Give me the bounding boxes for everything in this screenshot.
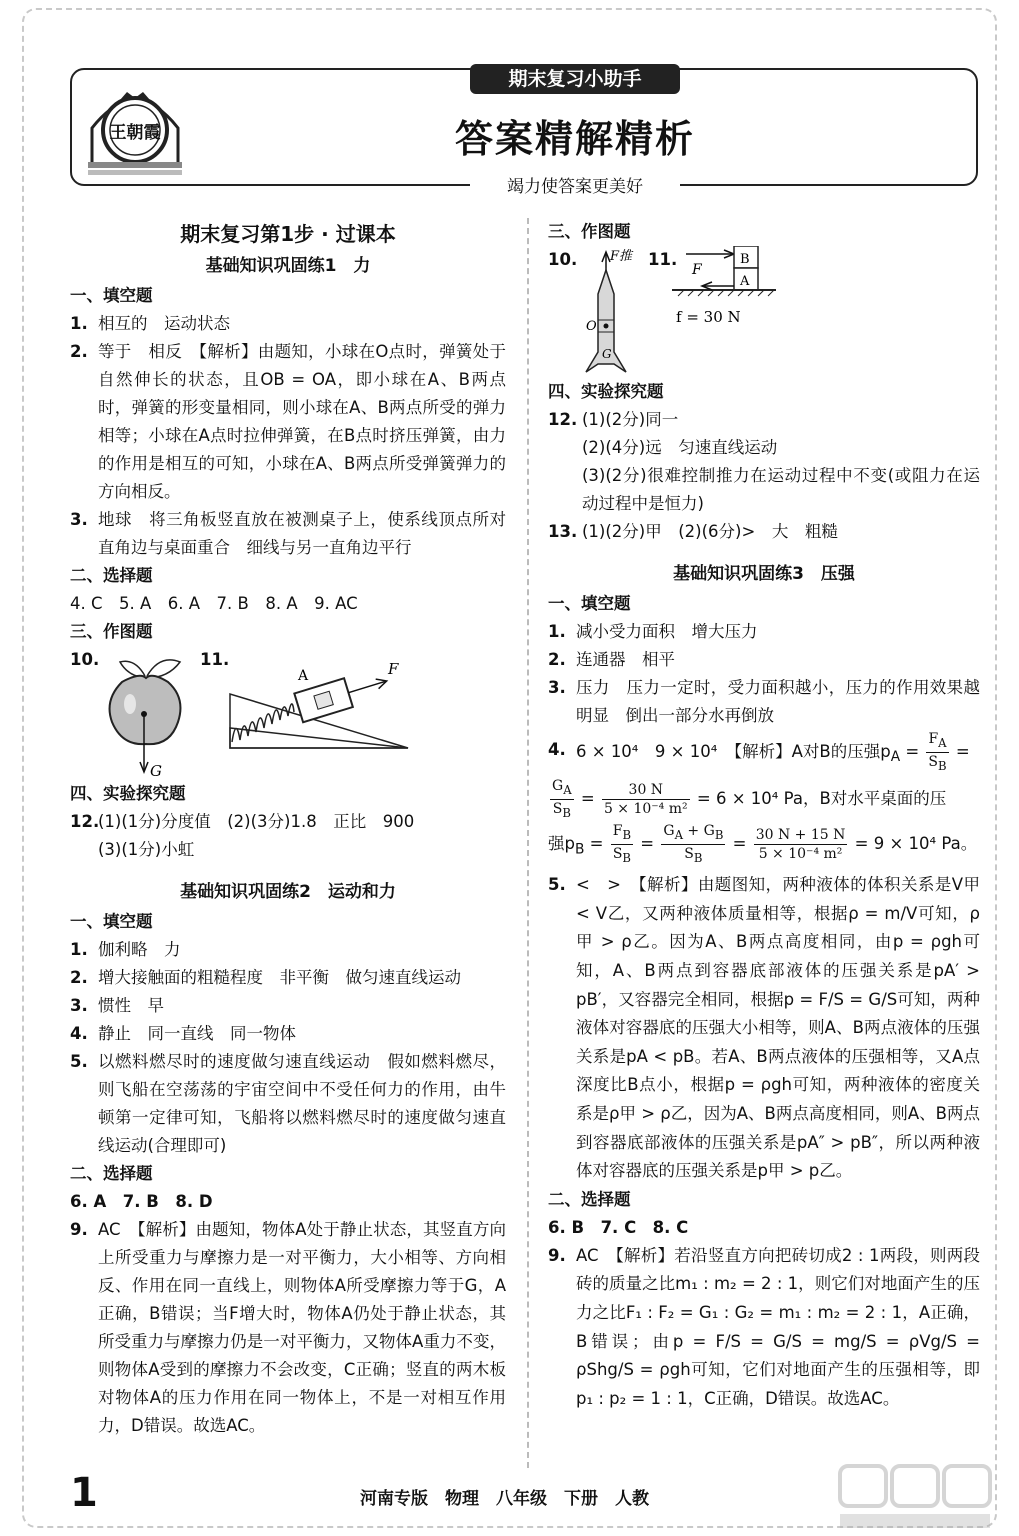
list-item	[70, 808, 506, 836]
fraction: $\frac{G_A}{S_B}$	[552, 778, 572, 820]
header-slogan: 竭力使答案更美好	[470, 172, 680, 197]
item-number: 1.	[548, 622, 566, 641]
logo-text: 王朝霞	[109, 123, 161, 143]
subscript: B	[693, 850, 703, 865]
apple-figure	[100, 648, 190, 778]
choice-answers: 6. B 7. C 8. C	[548, 1217, 689, 1237]
watermark-logo	[836, 1462, 996, 1532]
chapter-title: 期末复习第1步 · 过课本	[180, 222, 396, 246]
list-item	[70, 338, 506, 506]
subscript: B	[622, 850, 631, 865]
fraction	[754, 826, 848, 863]
item-number: 3.	[70, 996, 88, 1015]
list-item: 4. 6 × 10⁴ 9 × 10⁴ 【解析】A对B的压强$p_A$ = $\frac{F_A}{S_B}$ =	[548, 731, 970, 773]
item-number: 12.	[548, 410, 578, 429]
list-item	[548, 434, 980, 462]
item-number: 1.	[70, 314, 88, 333]
unit1-title: 基础知识巩固练1 力	[205, 256, 371, 276]
right-column	[548, 218, 980, 1413]
list-item	[70, 1216, 506, 1440]
item-text: 地球 将三角板竖直放在被测桌子上，使系线顶点所对直角边与桌面重合 细线与另一直角边平行	[98, 510, 506, 557]
list-item	[548, 618, 980, 646]
blocks-figure	[672, 246, 782, 346]
force-label-f: F	[692, 262, 702, 278]
equation-tail: = 6 × 10⁴ Pa，B对水平桌面的压	[691, 789, 947, 809]
item-text: 增大接触面的粗糙程度 非平衡 做匀速直线运动	[98, 968, 461, 987]
item-number: 4.	[70, 1024, 88, 1043]
section-heading: 二、选择题	[548, 1189, 631, 1209]
equation-line	[548, 777, 980, 822]
item-number: 3.	[548, 678, 566, 697]
fraction	[602, 781, 690, 818]
section-heading: 四、实验探究题	[70, 784, 186, 803]
point-label-o: O	[586, 319, 597, 334]
item-text: 连通器 相平	[576, 650, 675, 669]
item-text: AC 【解析】若沿竖直方向把砖切成2 : 1两段，则两段砖的质量之比m₁ : m₂ = 2 : 1，则它们对地面产生的压力之比F₁ : F₂ = G₁ : G₂ = m₁ : m₂ = 2 : 1，A正确，B错误；由p = F/S = G/S = mg/S = ρVg/S = ρShg/S = ρgh可知，它们对地面产生的压强相等，即p₁ : p₂ = 1 : 1，C正确，D错误。故选AC。	[576, 1245, 980, 1408]
section-heading: 二、选择题	[70, 1164, 153, 1183]
incline-figure	[228, 646, 428, 756]
frac-num: F	[928, 731, 939, 747]
brand-logo	[80, 78, 190, 178]
item-text: 伽利略 力	[98, 940, 181, 959]
subscript: B	[574, 841, 585, 858]
section-heading: 一、填空题	[70, 286, 153, 305]
item-number: 5.	[548, 875, 566, 895]
friction-label: f = 30 N	[676, 308, 741, 326]
unit3-title: 基础知识巩固练3 压强	[673, 564, 855, 584]
item-text: 减小受力面积 增大压力	[576, 622, 758, 641]
list-item	[548, 1242, 980, 1414]
force-label-push: F推	[610, 249, 633, 264]
equals: =	[900, 741, 925, 761]
list-item	[70, 936, 506, 964]
list-item	[70, 1048, 506, 1160]
fraction: $\frac{F_B}{S_B}$	[612, 823, 632, 865]
item-number: 5.	[70, 1052, 88, 1071]
item-text: (3)(1分)小虹	[98, 840, 195, 859]
frac-num: 30 N	[602, 781, 690, 800]
item-number: 13.	[548, 522, 578, 541]
item-number: 9.	[70, 1220, 88, 1239]
frac-den: 5 × 10⁻⁴ m²	[603, 801, 688, 818]
list-item	[548, 406, 980, 434]
list-item	[70, 506, 506, 562]
footer-info: 河南专版 物理 八年级 下册 人教	[360, 1489, 649, 1509]
left-column	[70, 218, 506, 1440]
fraction	[926, 730, 948, 775]
block-label-b: B	[740, 252, 750, 267]
frac-den: S	[928, 753, 939, 770]
rocket-figure	[582, 246, 642, 376]
choice-answers: 6. A 7. B 8. D	[70, 1192, 213, 1211]
list-item	[548, 462, 980, 518]
equation-line: 强$p_B$ = $\frac{F_B}{S_B}$ = $\frac{G_A + G_B}{S_B}$ = $\frac{30 N + 15 N}{\text{5 × 10⁻⁴ m²}}$ = 9 × 10⁴ Pa。	[548, 823, 978, 865]
section-heading: 三、作图题	[548, 222, 631, 241]
item-number: 4.	[548, 740, 566, 759]
item-text: < > 【解析】由题图知，两种液体的体积关系是V甲 < V乙，又两种液体质量相等，根据ρ = m/V可知，ρ甲 > ρ乙。因为A、B两点高度相同，由p = ρgh可知，A、B两点到容器底部液体的压强关系是pA′ > pB′，又容器完全相同，根据p = F/S = G/S可知，两种液体对容器底的压强大小相等，则A、B两点液体的压强关系是pA < pB。若A、B两点液体的压强相等，又A点深度比B点小，根据p = ρgh可知，两种液体的密度关系是ρ甲 > ρ乙，因为A、B两点高度相同，则A、B两点到容器底部液体的压强关系是pA″ > pB″，所以两种液体对容器底的压强关系是p甲 > p乙。	[576, 875, 980, 1181]
figure-number: 11.	[648, 250, 678, 269]
frac-den: 5 × 10⁻⁴ m²	[758, 845, 843, 862]
fraction: $\frac{G_A + G_B}{S_B}$	[663, 823, 724, 865]
subscript: B	[622, 827, 632, 842]
item-text: (2)(4分)远 匀速直线运动	[582, 438, 778, 457]
subscript: A	[890, 749, 901, 766]
item-text: 以燃料燃尽时的速度做匀速直线运动 假如燃料燃尽，则飞船在空荡荡的宇宙空间中不受任何力的作用，由牛顿第一定律可知，飞船将以燃料燃尽时的速度做匀速直线运动(合理即可)	[98, 1052, 506, 1155]
equals: =	[575, 789, 600, 809]
unit2-figures	[548, 246, 980, 378]
item-text: 等于 相反 【解析】由题知，小球在O点时，弹簧处于自然伸长的状态，且OB = OA，即小球在A、B两点时，弹簧的形变量相同，则小球在A、B两点所受的弹力相等；小球在A点时拉伸弹簧，在B点时挤压弹簧，由力的作用是相互的可知，小球在A、B两点所受弹簧弹力的方向相反。	[98, 342, 506, 501]
item-text: (3)(2分)很难控制推力在运动过程中不变(或阻力在运动过程中是恒力)	[582, 466, 980, 513]
subscript: A	[938, 735, 947, 750]
block-label-a: A	[740, 274, 750, 289]
column-divider	[527, 218, 529, 1468]
subscript: B	[562, 805, 571, 820]
force-label-g: G	[602, 347, 612, 361]
page-title: 答案精解精析	[454, 117, 695, 161]
item-text: AC 【解析】由题知，物体A处于静止状态，其竖直方向上所受重力与摩擦力是一对平衡力，大小相等、方向相反、作用在同一直线上，则物体A所受摩擦力等于G，A正确，B错误；当F增大时，物体A仍处于静止状态，其所受重力与摩擦力仍是一对平衡力，又物体A重力不变，则物体A受到的摩擦力不会改变，C正确；竖直的两木板对物体A的压力作用在同一物体上，不是一对相互作用力，D错误。故选AC。	[98, 1220, 506, 1435]
section-heading: 一、填空题	[70, 912, 153, 931]
figure-number: 10.	[70, 650, 100, 669]
list-item	[548, 674, 980, 730]
list-item	[70, 992, 506, 1020]
list-item	[70, 836, 506, 864]
item-number: 12.	[70, 812, 100, 831]
item-text: 静止 同一直线 同一物体	[98, 1024, 296, 1043]
section-heading: 一、填空题	[548, 594, 631, 613]
section-heading: 二、选择题	[70, 566, 153, 585]
equation-tail: = 9 × 10⁴ Pa。	[849, 833, 978, 853]
force-label-g: G	[150, 762, 162, 778]
block-label: A	[298, 668, 309, 684]
item-text: 惯性 早	[98, 996, 164, 1015]
frac-num: 30 N + 15 N	[755, 826, 846, 843]
unit2-title: 基础知识巩固练2 运动和力	[180, 882, 396, 902]
item-number: 9.	[548, 1245, 566, 1265]
unit1-figures	[70, 646, 506, 780]
list-item	[548, 646, 980, 674]
figure-number: 11.	[200, 650, 230, 669]
subscript: B	[938, 758, 947, 773]
subscript: A	[563, 783, 572, 798]
section-heading: 四、实验探究题	[548, 382, 664, 401]
item-number: 2.	[70, 968, 88, 987]
item-text: (1)(2分)甲 (2)(6分)> 大 粗糙	[582, 522, 838, 541]
header-tag: 期末复习小助手	[470, 64, 680, 94]
item-text: (1)(1分)分度值 (2)(3分)1.8 正比 900	[98, 812, 415, 831]
choice-answers: 4. C 5. A 6. A 7. B 8. A 9. AC	[70, 594, 358, 613]
force-label-f: F	[388, 660, 399, 678]
list-item	[70, 1020, 506, 1048]
item-text: 相互的 运动状态	[98, 314, 230, 333]
page-number: 1	[70, 1470, 98, 1516]
item-text: (1)(2分)同一	[582, 410, 679, 429]
list-item	[548, 871, 980, 1186]
figure-number: 10.	[548, 250, 578, 269]
item-text: 压力 压力一定时，受力面积越小，压力的作用效果越明显 倒出一部分水再倒放	[576, 678, 980, 725]
list-item	[70, 964, 506, 992]
list-item	[70, 310, 506, 338]
section-heading: 三、作图题	[70, 622, 153, 641]
equation-lead: 强p	[548, 833, 575, 853]
item-number: 2.	[548, 650, 566, 669]
item-text: 6 × 10⁴ 9 × 10⁴ 【解析】A对B的压强p	[576, 741, 891, 761]
item-number: 3.	[70, 510, 88, 529]
list-item	[548, 518, 980, 546]
item-number: 1.	[70, 940, 88, 959]
item-number: 2.	[70, 342, 88, 361]
